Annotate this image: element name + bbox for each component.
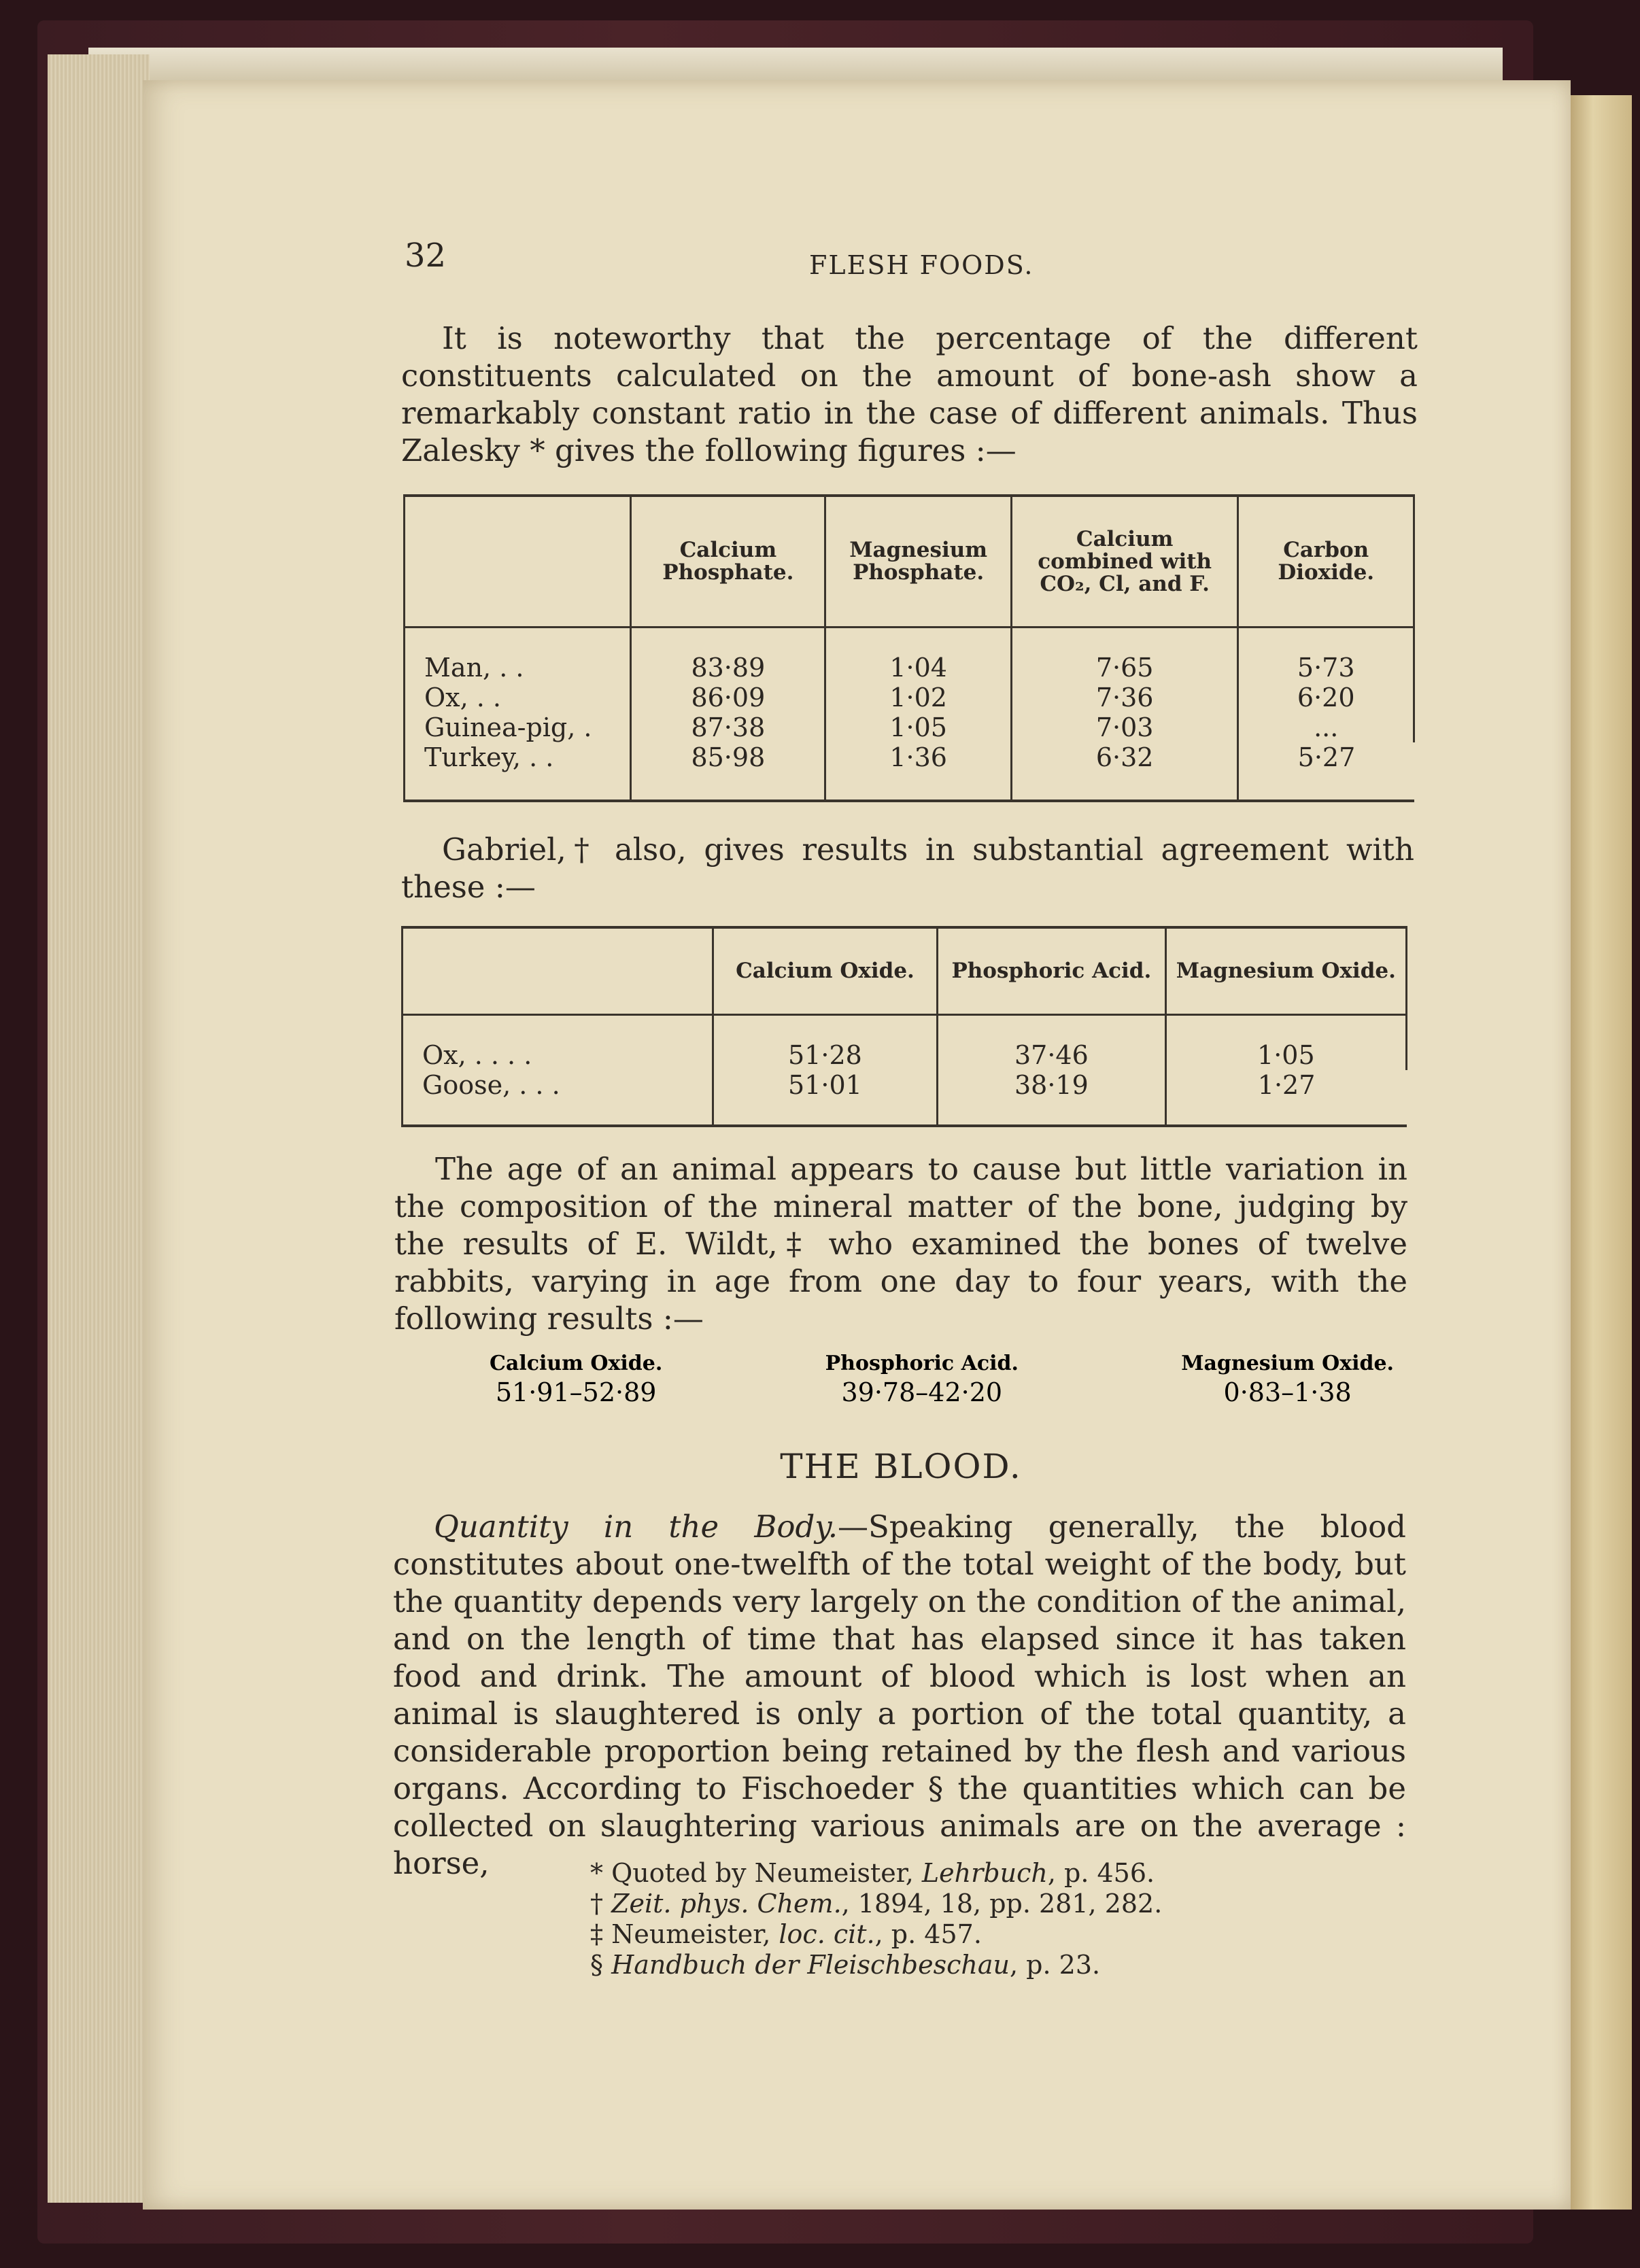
zalesky-table [403,494,1415,802]
page-number: 32 [405,237,447,275]
footnotes [590,1858,1162,1980]
paragraph-gabriel: Gabriel,† also, gives results in substantial agreement with these :— [401,831,1414,905]
table-header: Phosphoric Acid. [938,927,1166,1015]
table-header: Magnesium Phosphate. [825,496,1011,628]
paragraph-lead: Quantity in the Body. [434,1509,838,1545]
paragraph-zalesky: It is noteworthy that the percentage of the different constituents calculated on the amount of bone-ash show a remarkably constant ratio in the case of different animals. Thus Zalesky * gives the following figures :— [401,320,1418,468]
table-row: Man, . . 83·89 1·04 7·65 5·73 [405,653,1414,683]
next-page-edge [1567,95,1632,2210]
table-header: Calcium Oxide. [713,927,937,1015]
paragraph-blood [393,1508,1406,1882]
running-head: FLESH FOODS. [809,250,1034,280]
page-edges [48,54,150,2203]
footnote: * Quoted by Neumeister, Lehrbuch, p. 456. [590,1858,1155,1888]
table-row: Guinea-pig, . 87·38 1·05 7·03 ... [405,712,1414,742]
wildt-column: Calcium Oxide. 51·91–52·89 [490,1352,663,1407]
footnote: § Handbuch der Fleischbeschau, p. 23. [590,1950,1101,1980]
table-header: Carbon Dioxide. [1238,496,1414,628]
wildt-results [490,1352,1394,1409]
page-top-edge [88,48,1503,85]
footnote: ‡ Neumeister, loc. cit., p. 457. [590,1919,982,1949]
table-header [405,496,631,628]
footnote: † Zeit. phys. Chem., 1894, 18, pp. 281, 282. [590,1889,1163,1919]
table-row: Turkey, . . 85·98 1·36 6·32 5·27 [405,742,1414,801]
paragraph-body: —Speaking generally, the blood constitutes about one-twelfth of the total weight of the body, but the quantity depends very largely on the condition of the animal, and on the length of time that has elapsed since it has taken food and drink. The amount of blood which is lost when an animal is slaughtered is only a portion of the total quantity, a considerable proportion being retained by the flesh and various organs. According to Fischoeder § the quantities which can be collected on slaughtering various animals are on the average : horse, [393,1509,1406,1881]
table-header: Calcium Phosphate. [631,496,825,628]
gabriel-table [401,926,1407,1127]
paragraph-wildt: The age of an animal appears to cause but little variation in the composition of the mineral matter of the bone, judging by the results of E. Wildt,‡ who examined the bones of twelve rabbits, varying in age from one day to four years, with the following results :— [394,1151,1407,1337]
wildt-column: Phosphoric Acid. 39·78–42·20 [825,1352,1019,1407]
table-row: Goose, . . . 51·01 38·19 1·27 [403,1070,1407,1126]
table-header [403,927,713,1015]
section-title: THE BLOOD. [780,1447,1022,1486]
table-row: Ox, . . . . 51·28 37·46 1·05 [403,1040,1407,1070]
table-header: Magnesium Oxide. [1165,927,1406,1015]
table-header: Calcium combined with CO₂, Cl, and F. [1011,496,1238,628]
wildt-column: Magnesium Oxide. 0·83–1·38 [1181,1352,1394,1407]
table-row: Ox, . . 86·09 1·02 7·36 6·20 [405,683,1414,712]
